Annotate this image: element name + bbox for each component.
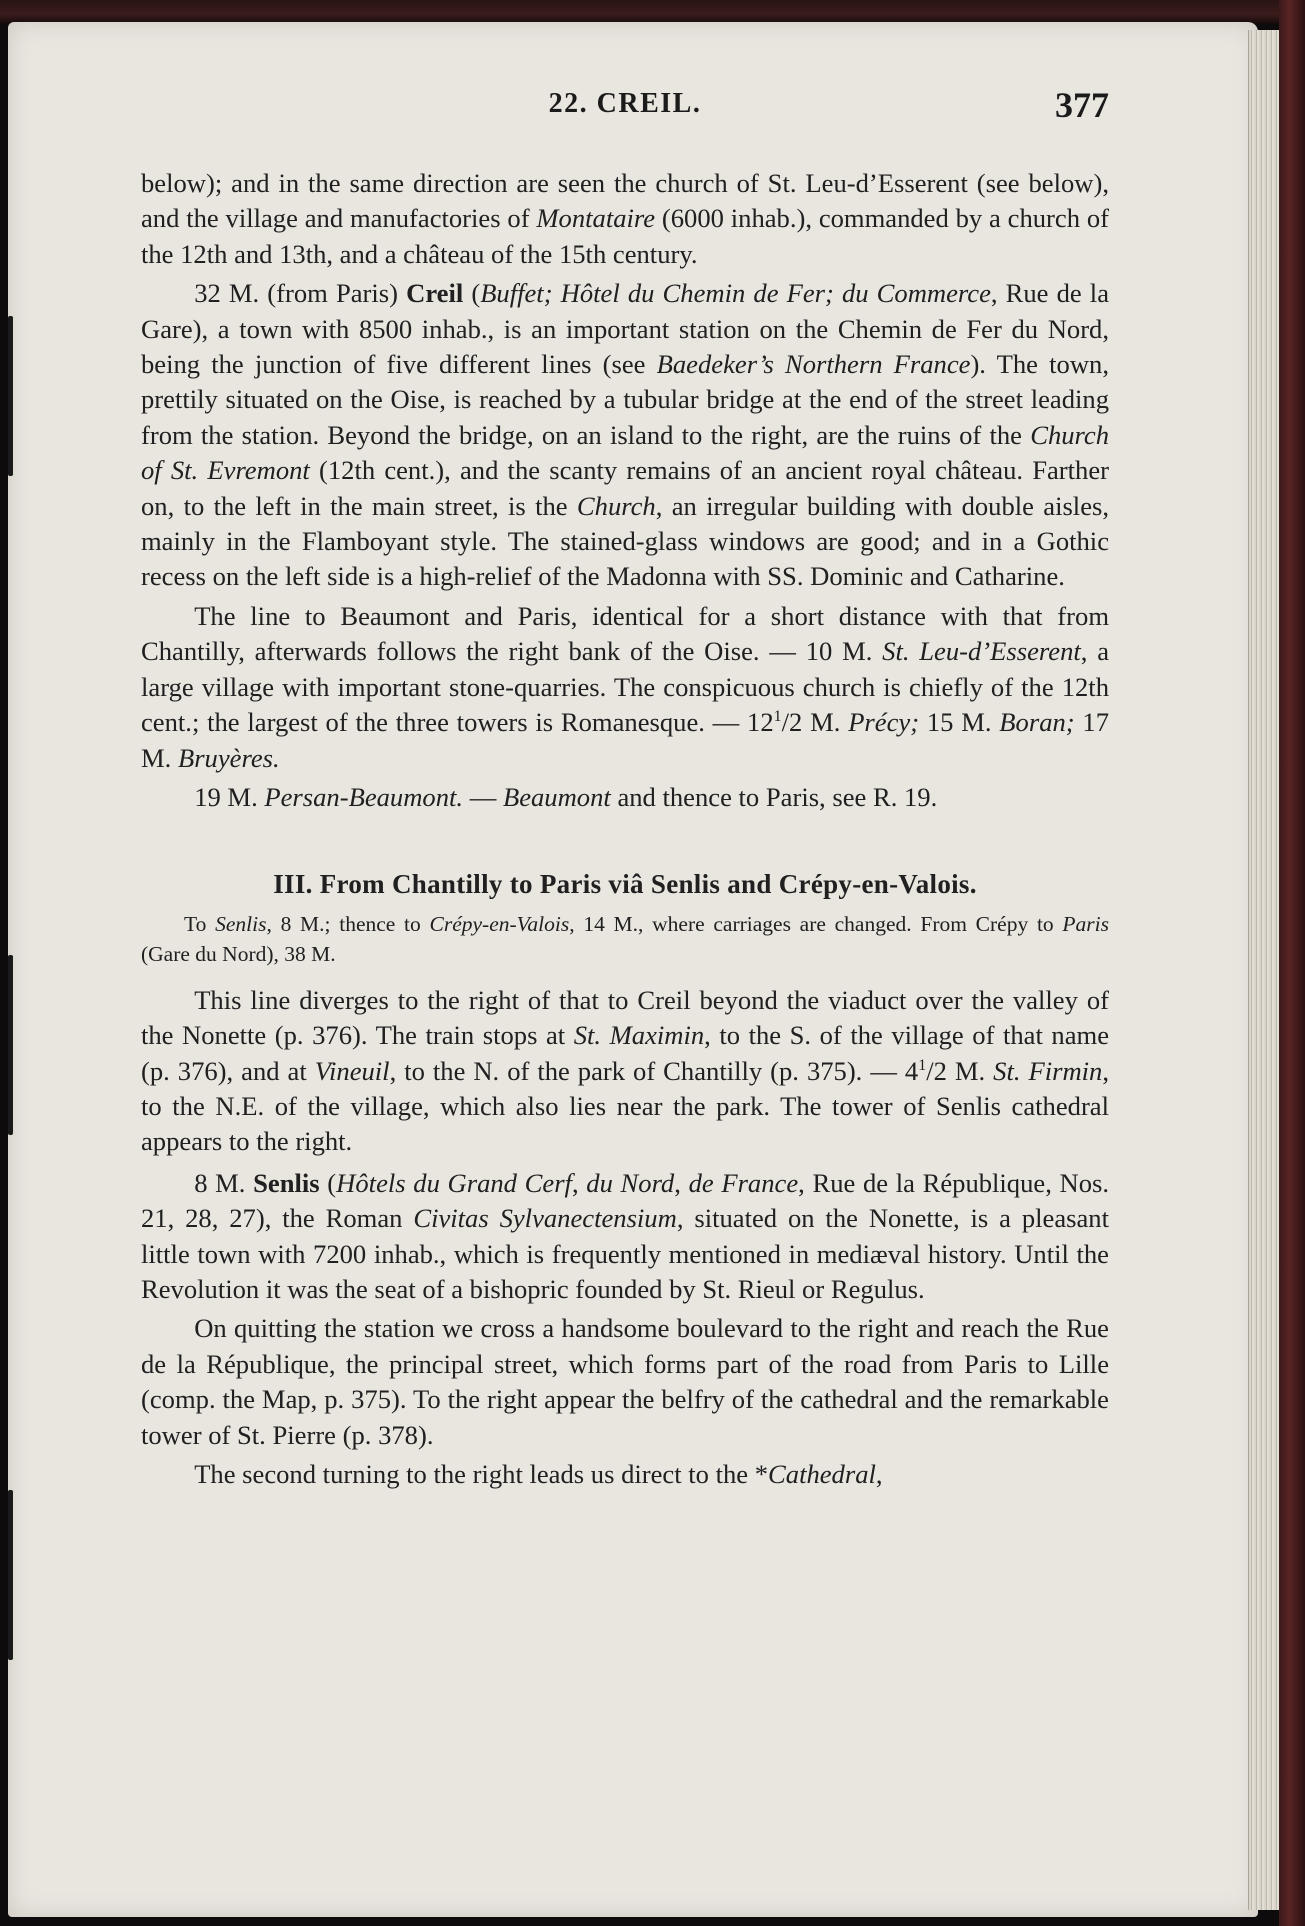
page-body [141,166,1109,1492]
paragraph-persan-beaumont [141,780,1109,815]
text-run: Paris [1062,911,1109,936]
text-run: 17 M. [141,707,1110,773]
text-run: 19 M. [194,781,265,812]
text-run: Senlis [215,911,267,936]
text-run: Civitas Sylvanectensium [413,1203,677,1234]
text-run: and thence to Paris, see R. 19. [610,781,938,812]
text-run: St. Firmin [993,1055,1103,1086]
text-run: 1 [773,708,782,726]
text-run: Précy; [848,707,920,738]
page-stack-edges [1248,30,1279,1910]
text-run: 8 M. [194,1167,254,1198]
text-run: Montataire [536,203,656,234]
text-run: Cathedral [768,1459,876,1489]
text-run: The second turning to the right leads us direct to the * [194,1459,769,1489]
text-run: This line diverges to the right of that to Creil beyond the viaduct over the valley of the Nonette (p. 376). The train stops at [141,984,1109,1051]
text-run: , 8 M.; thence to [266,911,430,936]
text-run: Creil [406,278,464,309]
text-run: Boran; [999,707,1075,738]
text-run: 15 M. [919,707,1000,738]
text-run: Vineuil [314,1055,390,1086]
book-cover-right-edge [1279,0,1305,1926]
running-header [141,85,1109,130]
text-run: To [184,911,216,936]
text-run: (6000 inhab.), commanded by a church of the 12th and 13th, and a château of the 15th century. [141,203,1109,269]
book-cover-top-edge [0,0,1305,24]
text-run: , 14 M., where carriages are changed. From Crépy to [569,911,1063,936]
binding-thread-mark [8,316,13,476]
text-run: Bruyères. [177,742,280,773]
text-run: , an irregular building with double aisles, mainly in the Flamboyant style. The stained-glass windows are good; and in a Gothic recess on the left side is a high-relief of the Madonna with SS. Dominic and Catharine. [141,490,1109,592]
paragraph-senlis [141,1166,1109,1308]
text-run: , to the N. of the park of Chantilly (p. 375). — 4 [389,1055,919,1086]
text-run: 1 [918,1056,927,1074]
text-run: , [571,1167,587,1198]
text-run: Church of St. Evremont [141,419,1109,486]
text-run: ). The town, prettily situated on the Oise, is reached by a tubular bridge at the end of the street leading from the station. Beyond the bridge, on an island to the right, are the ruins of the [141,349,1109,450]
text-run: (Gare du Nord), 38 M. [141,941,336,966]
text-run: Church [576,490,656,521]
text-run: , situated on the Nonette, is a pleasant little town with 7200 inhab., which is frequently mentioned in mediæval history. Until the Revolution it was the seat of a bishopric founded by St. Rieul or Regulus. [141,1203,1109,1304]
text-run: , [875,1459,883,1489]
text-run: Beaumont [502,781,611,812]
paragraph-continuation [141,166,1109,272]
text-run: /2 M. [781,707,849,738]
page-number: 377 [1055,85,1109,125]
text-run: (12th cent.), and the scanty remains of an ancient royal château. Farther on, to the left in the main street, is the [141,455,1110,521]
text-run: 32 M. (from Paris) [194,278,407,309]
running-title: 22. CREIL. [548,88,702,119]
text-run: below); and in the same direction are seen the church of St. Leu-d’Esserent (see below), and the village and manufactories of [141,168,1109,234]
paragraph-cathedral [141,1457,1109,1492]
text-run: ( [319,1167,337,1198]
text-run: , to the S. of the village of that name (p. 376), and at [141,1020,1110,1086]
text-run: Hôtels du Grand Cerf [336,1167,572,1198]
text-run: Crépy-en-Valois [429,911,570,936]
paragraph-quitting-station [141,1311,1109,1453]
text-run: /2 M. [926,1055,994,1086]
text-run: — [463,781,503,812]
paragraph-line-diverges [141,983,1109,1160]
binding-thread-mark [8,955,13,1135]
text-run: ( [463,278,481,309]
paragraph-beaumont-line [141,599,1109,776]
text-run: On quitting the station we cross a handsome boulevard to the right and reach the Rue de la République, the principal street, which forms part of the road from Paris to Lille (comp. the Map, p. 375). To the right appear the belfry of the cathedral and the remarkable tower of St. Pierre (p. 378). [141,1313,1109,1450]
text-run: St. Maximin [573,1020,705,1051]
text-run: , [674,1167,689,1198]
text-run: St. Leu-d’Esserent [882,636,1081,667]
text-run: de France [688,1167,799,1198]
text-run: Buffet; Hôtel du Chemin de Fer; du Commerce [480,278,991,309]
section-heading: III. From Chantilly to Paris viâ Senlis and Crépy-en-Valois. [273,869,977,900]
binding-thread-mark [8,1490,13,1660]
text-run: , Rue de la République, Nos. 21, 28, 27), the Roman [141,1167,1110,1234]
route-summary [141,909,1109,969]
text-run: , a large village with important stone-quarries. The conspicuous church is chiefly of the 12th cent.; the largest of the three towers is Romanesque. — 12 [141,636,1109,738]
text-run: du Nord [586,1167,675,1198]
text-run: , Rue de la Gare), a town with 8500 inhab., is an important station on the Chemin de Fer du Nord, being the junction of five different lines (see [141,278,1109,380]
text-run: , to the N.E. of the village, which also lies near the park. The tower of Senlis cathedral appears to the right. [141,1055,1109,1157]
text-run: The line to Beaumont and Paris, identical for a short distance with that from Chantilly, afterwards follows the right bank of the Oise. — 10 M. [141,600,1109,667]
text-run: Senlis [253,1167,320,1198]
text-run: Baedeker’s Northern France [656,349,971,380]
paragraph-creil [141,276,1109,595]
text-run: Persan-Beaumont. [264,781,464,812]
